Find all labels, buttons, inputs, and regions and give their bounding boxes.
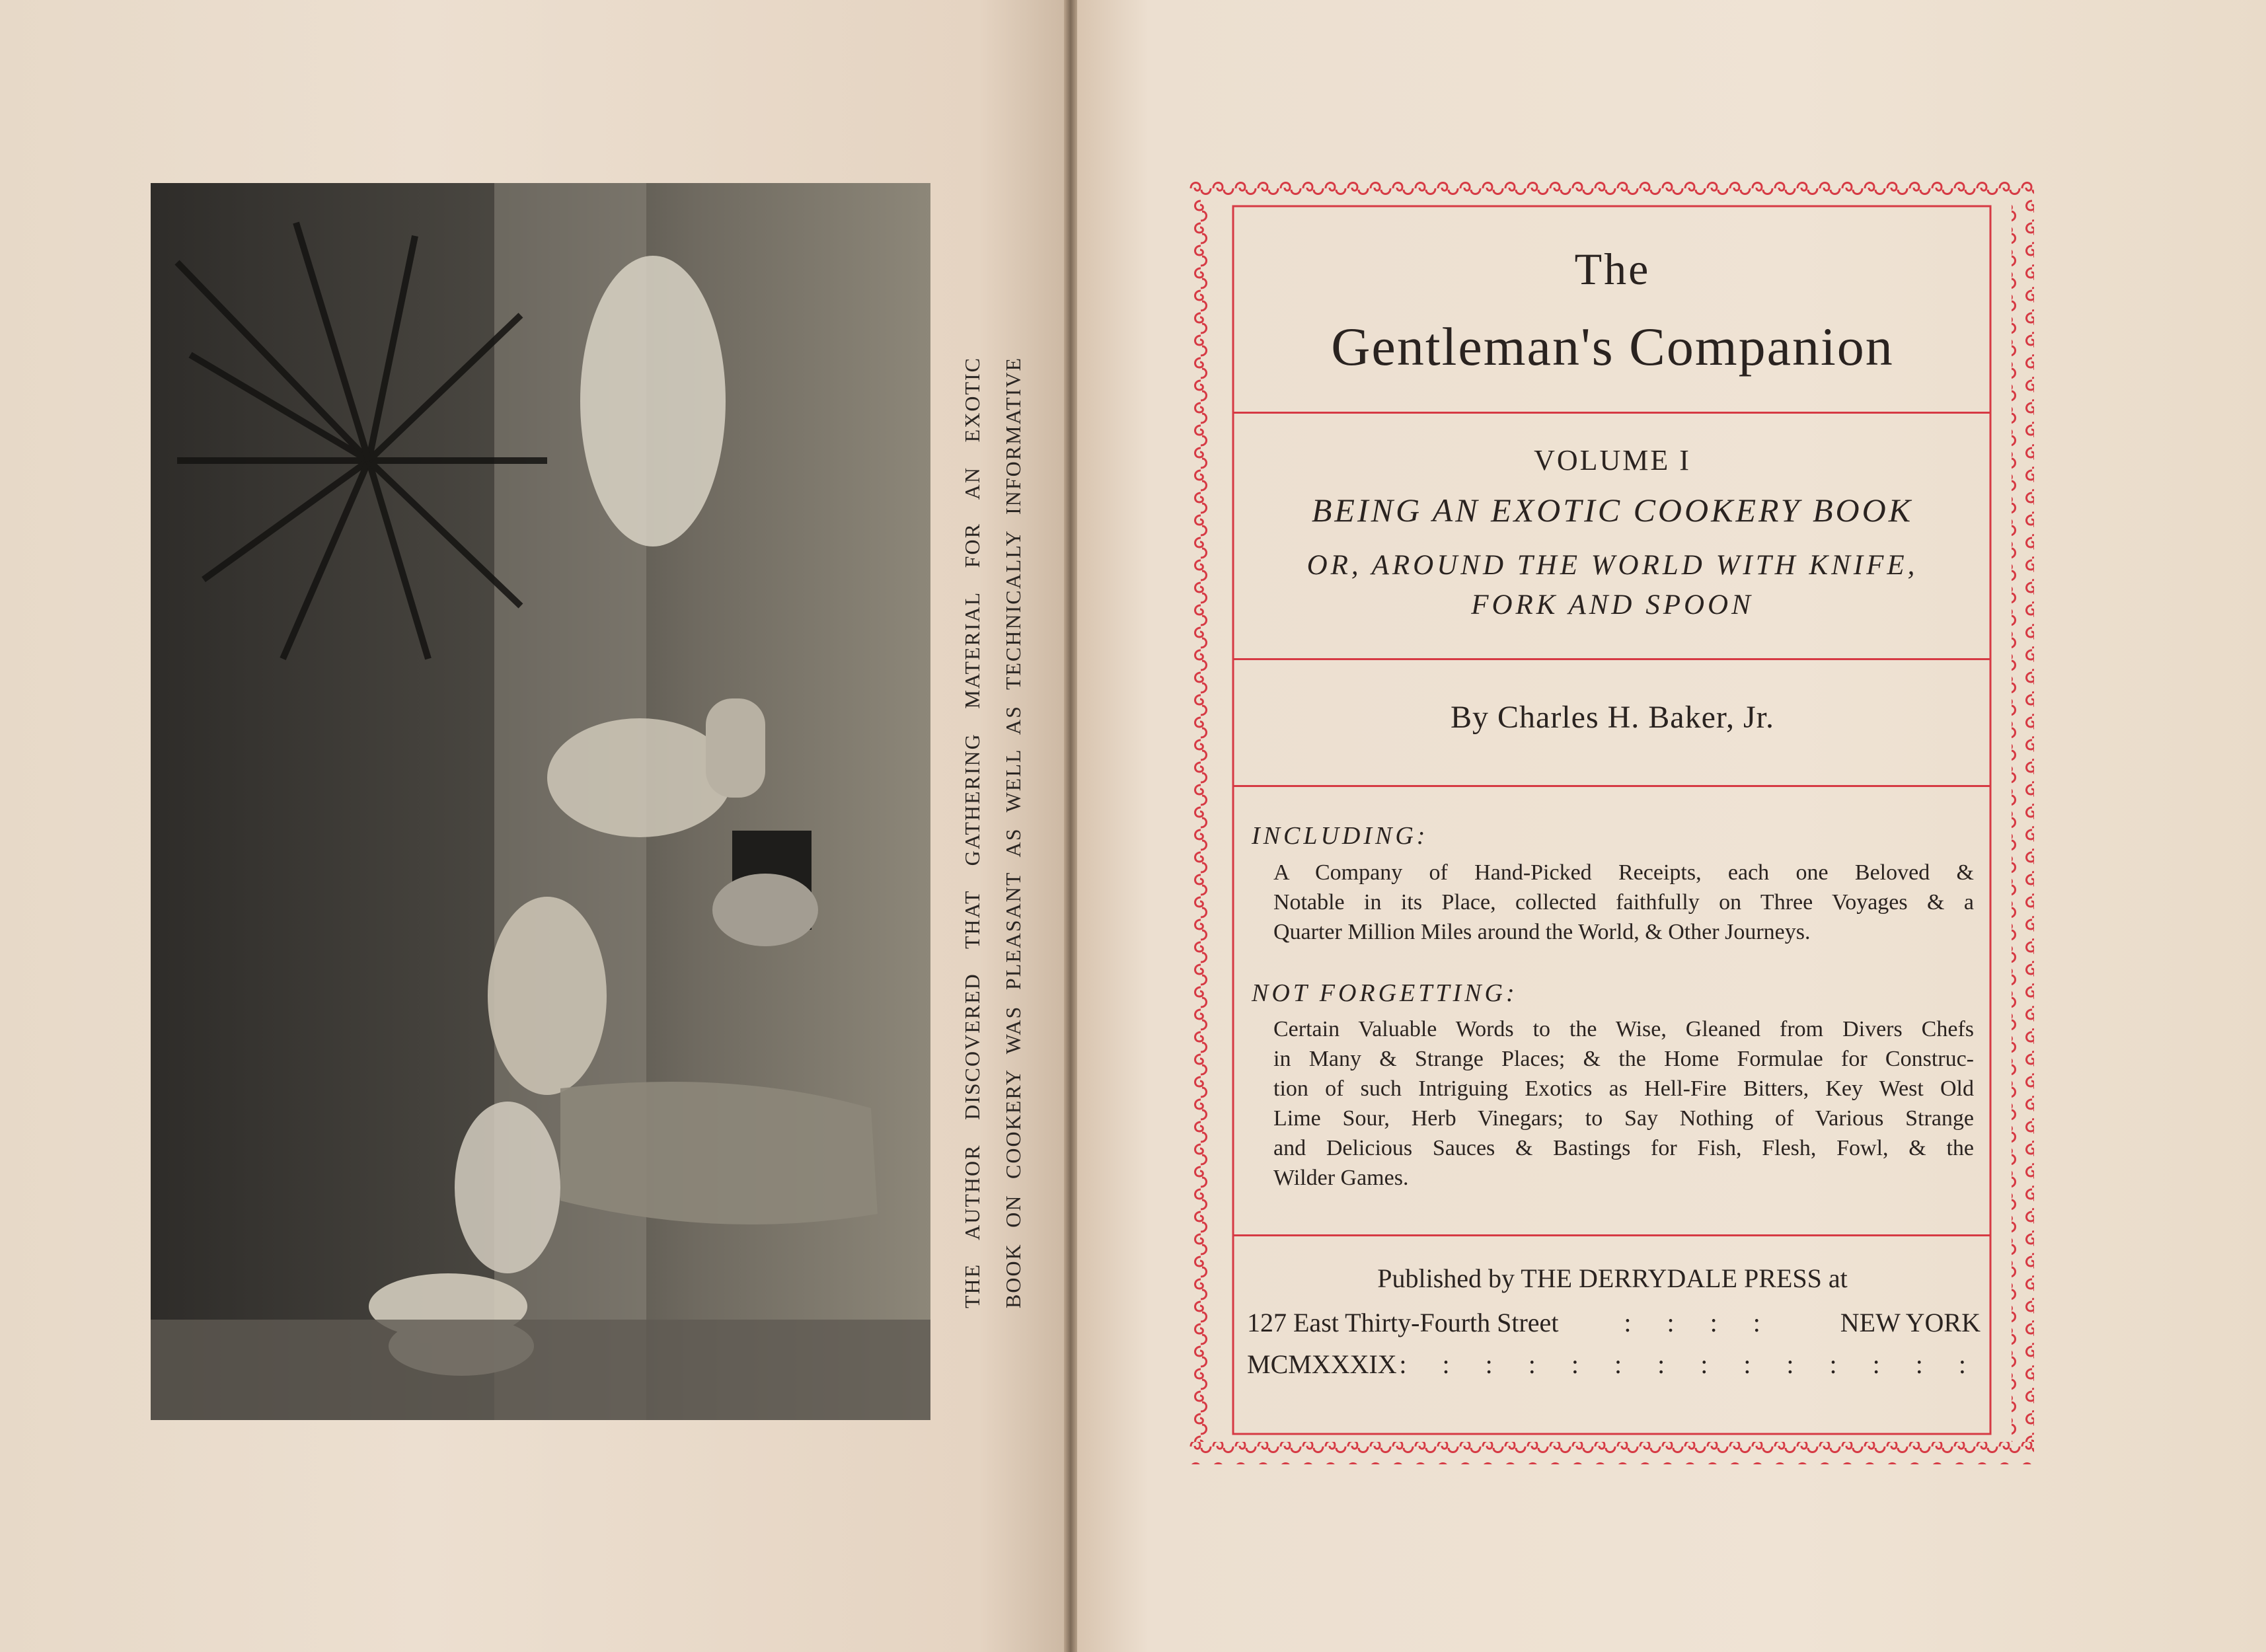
photo-illustration: [151, 183, 930, 1420]
volume-label: VOLUME I: [1534, 444, 1691, 476]
author-byline: By Charles H. Baker, Jr.: [1450, 700, 1774, 735]
not-forgetting-line: Wilder Games.: [1273, 1166, 1409, 1190]
title-the: The: [1574, 244, 1651, 294]
including-line: Notable in its Place, collected faithfully on Three Voyages & a: [1273, 890, 1974, 915]
year-dots: : : : : : : : : : : : : : :: [1399, 1349, 1981, 1379]
address-dots: : : : :: [1624, 1308, 1775, 1337]
publisher-line: Published by THE DERRYDALE PRESS at: [1377, 1263, 1848, 1293]
not-forgetting-text: [1273, 1014, 1974, 1193]
divider-rule: [1234, 785, 1991, 787]
subtitle-line-1: BEING AN EXOTIC COOKERY BOOK: [1311, 492, 1914, 529]
caption-line-1: THE AUTHOR DISCOVERED THAT GATHERING MATERIAL FOR AN EXOTIC: [960, 357, 984, 1308]
publication-year-row: [1247, 1349, 1981, 1380]
not-forgetting-line: Certain Valuable Words to the Wise, Gleaned from Divers Chefs: [1273, 1017, 1974, 1041]
including-line: Quarter Million Miles around the World, & Other Journeys.: [1273, 920, 1811, 944]
publication-year: MCMXXXIX: [1247, 1349, 1397, 1379]
divider-rule: [1234, 1234, 1991, 1236]
publisher-address: 127 East Thirty-Fourth Street: [1247, 1308, 1559, 1337]
including-line: A Company of Hand-Picked Receipts, each one Beloved &: [1273, 860, 1974, 885]
not-forgetting-heading: NOT FORGETTING:: [1252, 979, 1518, 1007]
frontispiece-photo: [151, 183, 930, 1420]
including-text: [1273, 858, 1974, 947]
left-page: [0, 0, 1064, 1652]
divider-rule: [1234, 658, 1991, 660]
including-heading: INCLUDING:: [1252, 822, 1429, 850]
photo-caption: [952, 357, 1038, 1308]
divider-rule: [1234, 412, 1991, 414]
caption-line-2: BOOK ON COOKERY WAS PLEASANT AS WELL AS TECHNICALLY INFORMATIVE: [1001, 357, 1025, 1308]
not-forgetting-line: Lime Sour, Herb Vinegars; to Say Nothing of Various Strange: [1273, 1106, 1974, 1131]
not-forgetting-line: and Delicious Sauces & Bastings for Fish, Flesh, Fowl, & the: [1273, 1136, 1974, 1160]
book-title: Gentleman's Companion: [1331, 317, 1894, 377]
not-forgetting-line: tion of such Intriguing Exotics as Hell-Fire Bitters, Key West Old: [1273, 1076, 1974, 1101]
book-gutter: [1064, 0, 1077, 1652]
subtitle-line-2: OR, AROUND THE WORLD WITH KNIFE,: [1306, 550, 1918, 581]
not-forgetting-line: in Many & Strange Places; & the Home Formulae for Construc-: [1273, 1047, 1974, 1071]
publisher-city: NEW YORK: [1840, 1308, 1981, 1337]
subtitle-line-3: FORK AND SPOON: [1471, 589, 1754, 620]
publisher-address-row: [1247, 1307, 1981, 1338]
title-block: [1234, 207, 1991, 1435]
